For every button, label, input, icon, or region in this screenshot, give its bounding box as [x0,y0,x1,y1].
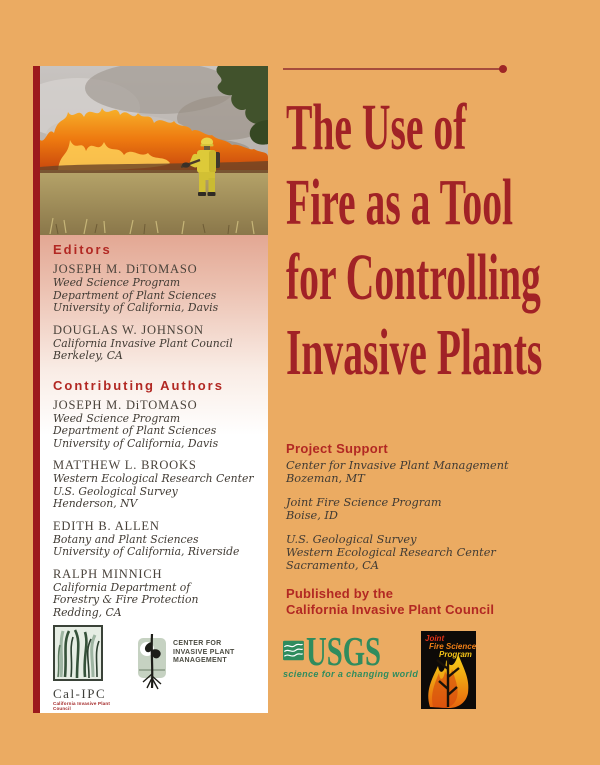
author-entry [53,458,262,511]
jfsp-logo-line: Program [439,650,472,659]
credits-area [40,235,268,713]
author-affiliation: University of California, Davis [53,436,219,450]
author-entry [53,519,262,559]
support-line: Center for Invasive Plant Management [286,459,509,472]
editor-affiliation: University of California, Davis [53,301,219,314]
jfsp-logo-line: Joint [425,634,445,643]
usgs-logo [283,628,419,679]
publisher-section [286,586,494,617]
support-line: Joint Fire Science Program [286,496,442,509]
contributing-authors-heading: Contributing Authors [53,377,224,393]
cipm-logo-line: MANAGEMENT [173,657,227,664]
calipc-logo-label: Cal-IPC [53,686,107,701]
author-entry [53,398,262,451]
cipm-logo [135,630,235,692]
author-entry [53,567,262,620]
author-affiliation: Western Ecological Research Center [53,472,254,485]
support-entry [286,496,546,522]
support-line: Western Ecological Research Center [286,546,496,559]
editor-name: JOSEPH M. DiTOMASO [53,262,198,276]
support-line: U.S. Geological Survey [286,533,417,546]
author-affiliation: Botany and Plant Sciences [53,532,199,546]
author-affiliation: Redding, CA [53,605,122,619]
author-name: JOSEPH M. DiTOMASO [53,397,198,412]
jfsp-logo-icon [421,631,476,709]
author-affiliation: Weed Science Program [53,411,181,425]
cipm-logo-text [173,640,235,692]
editors-heading: Editors [53,242,112,257]
publisher-line: California Invasive Plant Council [286,601,495,617]
title-line: for Controlling [286,241,541,314]
calipc-logo [53,625,115,711]
author-affiliation: California Department of [53,580,191,594]
project-support-section [286,441,546,583]
author-affiliation: U.S. Geological Survey [53,484,178,498]
jfsp-logo [421,631,476,714]
calipc-logo-sublabel: California Invasive Plant Council [53,701,111,711]
usgs-logo-acronym: USGS [305,628,381,674]
author-affiliation: University of California, Riverside [53,545,240,558]
title-line: Fire as a Tool [286,166,514,239]
left-red-stripe [33,66,40,713]
title-line: The Use of [286,91,467,164]
support-entry [286,533,546,572]
support-line: Bozeman, MT [286,472,365,485]
author-affiliation: Department of Plant Sciences [53,424,217,437]
author-affiliation: Forestry & Fire Protection [53,593,199,606]
support-entry [286,459,546,485]
editor-name: DOUGLAS W. JOHNSON [53,322,204,337]
wildfire-photo [40,66,268,235]
publisher-line: Published by the [286,586,394,601]
usgs-logo-icon [283,636,304,665]
editor-affiliation: Berkeley, CA [53,349,123,362]
editor-affiliation: Weed Science Program [53,276,181,289]
cipm-logo-line: INVASIVE PLANT [173,648,235,656]
support-line: Sacramento, CA [286,559,379,572]
author-affiliation: Henderson, NV [53,497,138,510]
usgs-logo-tagline: science for a changing world [283,669,419,679]
editor-affiliation: California Invasive Plant Council [53,336,233,350]
calipc-logo-icon [53,625,103,681]
author-name: MATTHEW L. BROOKS [53,458,197,472]
page-title [286,90,600,390]
title-line: Invasive Plants [286,316,543,389]
cipm-logo-icon [135,630,169,692]
support-line: Boise, ID [286,509,338,522]
decorative-rule-dot [499,65,507,73]
left-panel [40,66,268,713]
project-support-heading: Project Support [286,441,389,456]
decorative-rule [283,68,502,70]
editor-affiliation: Department of Plant Sciences [53,288,217,302]
author-name: EDITH B. ALLEN [53,518,160,533]
cipm-logo-line: CENTER FOR [173,640,222,647]
panel-logos [53,625,266,709]
author-name: RALPH MINNICH [53,566,163,581]
editor-entry [53,323,262,363]
editor-entry [53,262,262,315]
jfsp-logo-line: Fire Science [429,642,476,651]
